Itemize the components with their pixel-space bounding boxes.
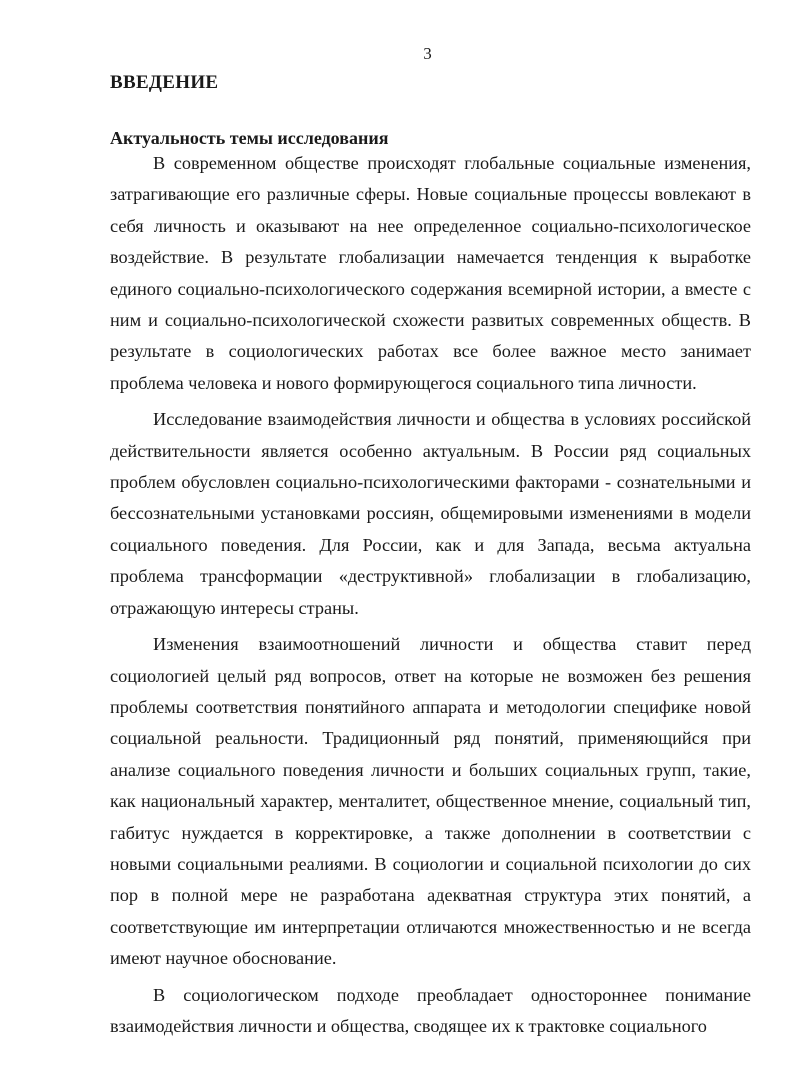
paragraph-2: Исследование взаимодействия личности и общества в условиях российской действительности является особенно актуальным. В России ряд социальных проблем обусловлен социально-психологическими факторами - сознательными и бессознательными установками россиян, общемировыми изменениями в модели социального поведения. Для России, как и для Запада, весьма актуальна проблема трансформации «деструктивной» глобализации в глобализацию, отражающую интересы страны.: [110, 409, 751, 618]
paragraph-1: В современном обществе происходят глобальные социальные изменения, затрагивающие его различные сферы. Новые социальные процессы вовлекают в себя личность и оказывают на нее определенное социально-психологическое воздействие. В результате глобализации намечается тенденция к выработке единого социально-психологического содержания всемирной истории, а вместе с ним и социально-психологической схожести развитых современных обществ. В результате в социологических работах все более важное место занимает проблема человека и нового формирующегося социального типа личности.: [110, 153, 751, 393]
page-number: 3: [423, 44, 432, 63]
document-body: [110, 128, 751, 1042]
section-title: Актуальность темы исследования: [110, 128, 389, 148]
paragraph-4: В социологическом подходе преобладает одностороннее понимание взаимодействия личности и общества, сводящее их к трактовке социального: [110, 984, 751, 1036]
paragraph-3: Изменения взаимоотношений личности и общества ставит перед социологией целый ряд вопросов, ответ на которые не возможен без решения проблемы соответствия понятийного аппарата и методологии специфике новой социальной реальности. Традиционный ряд понятий, применяющийся при анализе социального поведения личности и больших социальных групп, такие, как национальный характер, менталитет, общественное мнение, социальный тип, габитус нуждается в корректировке, а также дополнении в соответствии с новыми социальными реалиями. В социологии и социальной психологии до сих пор в полной мере не разработана адекватная структура этих понятий, а соответствующие им интерпретации отличаются множественностью и не всегда имеют научное обоснование.: [110, 634, 751, 969]
page-heading: ВВЕДЕНИЕ: [110, 72, 219, 93]
